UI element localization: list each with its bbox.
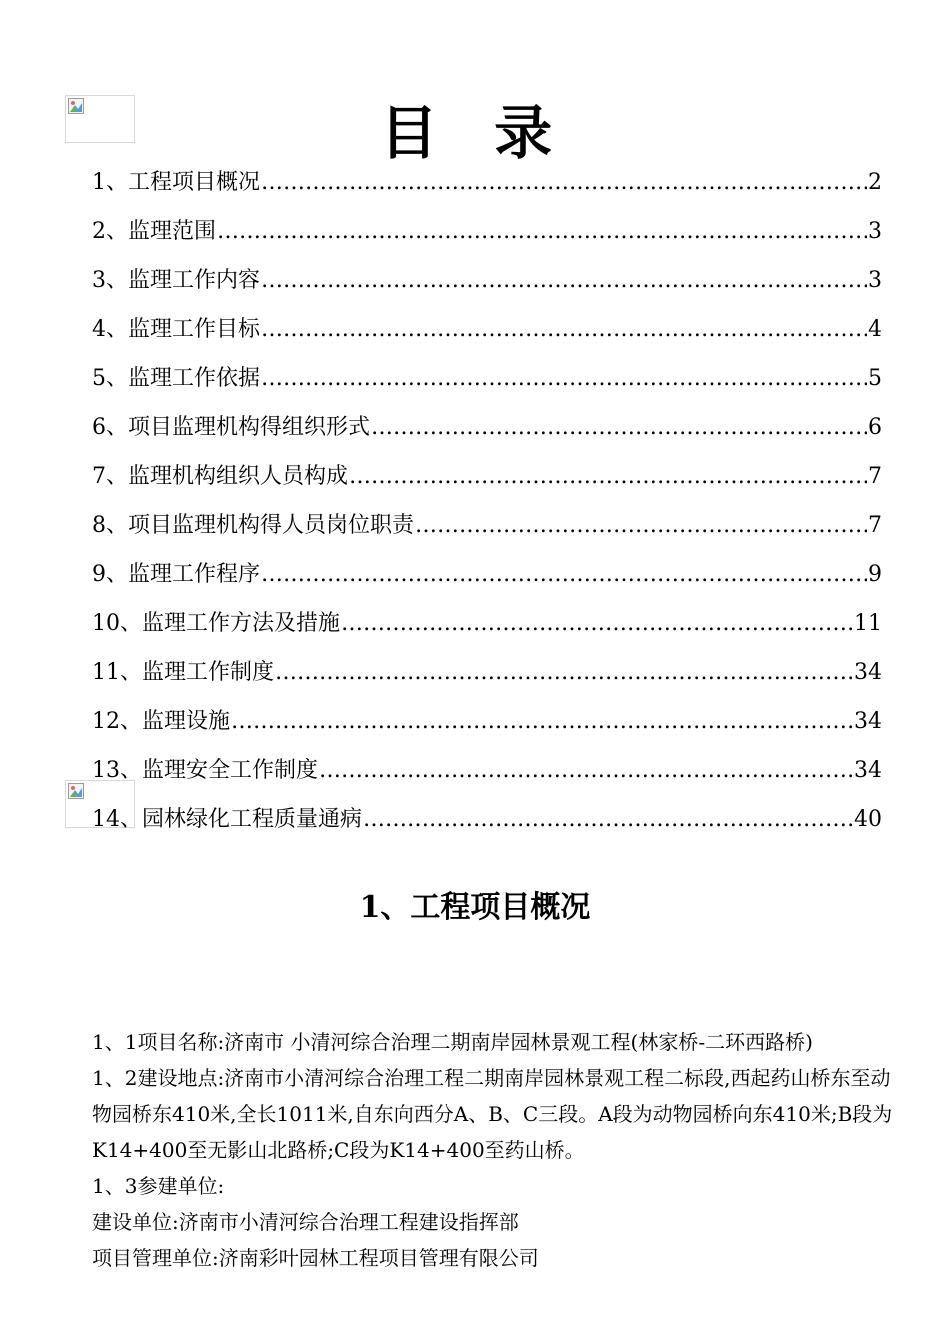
section-body (92, 1024, 908, 1276)
toc-leader-dots (415, 505, 867, 547)
toc-entry[interactable] (92, 162, 882, 211)
body-paragraph: 建设单位:济南市小清河综合治理工程建设指挥部 (92, 1210, 519, 1234)
toc-entry-page: 34 (854, 709, 882, 734)
toc-entry-page: 11 (854, 611, 882, 636)
toc-entry[interactable] (92, 505, 882, 554)
toc-leader-dots (319, 750, 853, 792)
broken-image-icon (68, 783, 84, 799)
toc-entry-page: 34 (854, 660, 882, 685)
toc-entry[interactable] (92, 260, 882, 309)
toc-entry[interactable] (92, 799, 882, 848)
toc-leader-dots (349, 456, 867, 498)
toc-leader-dots (261, 358, 867, 400)
toc-entry-label: 14、园林绿化工程质量通病 (92, 807, 362, 832)
toc-entry-page: 7 (868, 464, 882, 489)
toc-entry-page: 3 (868, 268, 882, 293)
toc-leader-dots (261, 162, 867, 204)
toc-leader-dots (231, 701, 853, 743)
toc-entry-page: 40 (854, 807, 882, 832)
toc-entry[interactable] (92, 554, 882, 603)
body-paragraph: 项目管理单位:济南彩叶园林工程项目管理有限公司 (92, 1246, 539, 1270)
toc-entry[interactable] (92, 701, 882, 750)
toc-entry-label: 4、监理工作目标 (92, 317, 260, 342)
toc-entry-page: 9 (868, 562, 882, 587)
toc-entry-label: 11、监理工作制度 (92, 660, 274, 685)
toc-entry[interactable] (92, 750, 882, 799)
toc-entry-label: 13、监理安全工作制度 (92, 758, 318, 783)
table-of-contents (92, 162, 882, 848)
toc-entry[interactable] (92, 211, 882, 260)
toc-entry-label: 8、项目监理机构得人员岗位职责 (92, 513, 414, 538)
toc-entry-label: 10、监理工作方法及措施 (92, 611, 340, 636)
toc-entry-label: 3、监理工作内容 (92, 268, 260, 293)
toc-entry-page: 3 (868, 219, 882, 244)
toc-entry-page: 4 (868, 317, 882, 342)
section-heading: 1、工程项目概况 (359, 890, 591, 925)
toc-entry[interactable] (92, 309, 882, 358)
toc-entry-label: 5、监理工作依据 (92, 366, 260, 391)
toc-entry[interactable] (92, 603, 882, 652)
toc-leader-dots (275, 652, 853, 694)
toc-entry-label: 6、项目监理机构得组织形式 (92, 415, 370, 440)
toc-leader-dots (261, 554, 867, 596)
toc-entry-page: 6 (868, 415, 882, 440)
toc-entry-label: 12、监理设施 (92, 709, 230, 734)
toc-entry-label: 2、监理范围 (92, 219, 216, 244)
toc-entry-page: 34 (854, 758, 882, 783)
toc-entry-label: 9、监理工作程序 (92, 562, 260, 587)
toc-entry-label: 1、工程项目概况 (92, 170, 260, 195)
toc-leader-dots (261, 260, 867, 302)
body-paragraph: 1、3参建单位: (92, 1174, 225, 1198)
body-paragraph: 1、2建设地点:济南市小清河综合治理工程二期南岸园林景观工程二标段,西起药山桥东至动物园桥东410米,全长1011米,自东向西分A、B、C三段。A段为动物园桥向东410米;B段为K14+400至无影山北路桥;C段为K14+400至药山桥。 (92, 1066, 893, 1162)
toc-leader-dots (341, 603, 853, 645)
toc-entry[interactable] (92, 456, 882, 505)
toc-entry-page: 2 (868, 170, 882, 195)
toc-leader-dots (217, 211, 867, 253)
toc-leader-dots (261, 309, 867, 351)
toc-entry-page: 5 (868, 366, 882, 391)
toc-entry[interactable] (92, 407, 882, 456)
body-paragraph: 1、1项目名称:济南市 小清河综合治理二期南岸园林景观工程(林家桥-二环西路桥) (92, 1030, 813, 1054)
toc-leader-dots (371, 407, 867, 449)
toc-entry[interactable] (92, 358, 882, 407)
toc-entry-label: 7、监理机构组织人员构成 (92, 464, 348, 489)
toc-entry[interactable] (92, 652, 882, 701)
toc-leader-dots (363, 799, 853, 841)
toc-title: 目 录 (379, 99, 571, 167)
toc-entry-page: 7 (868, 513, 882, 538)
